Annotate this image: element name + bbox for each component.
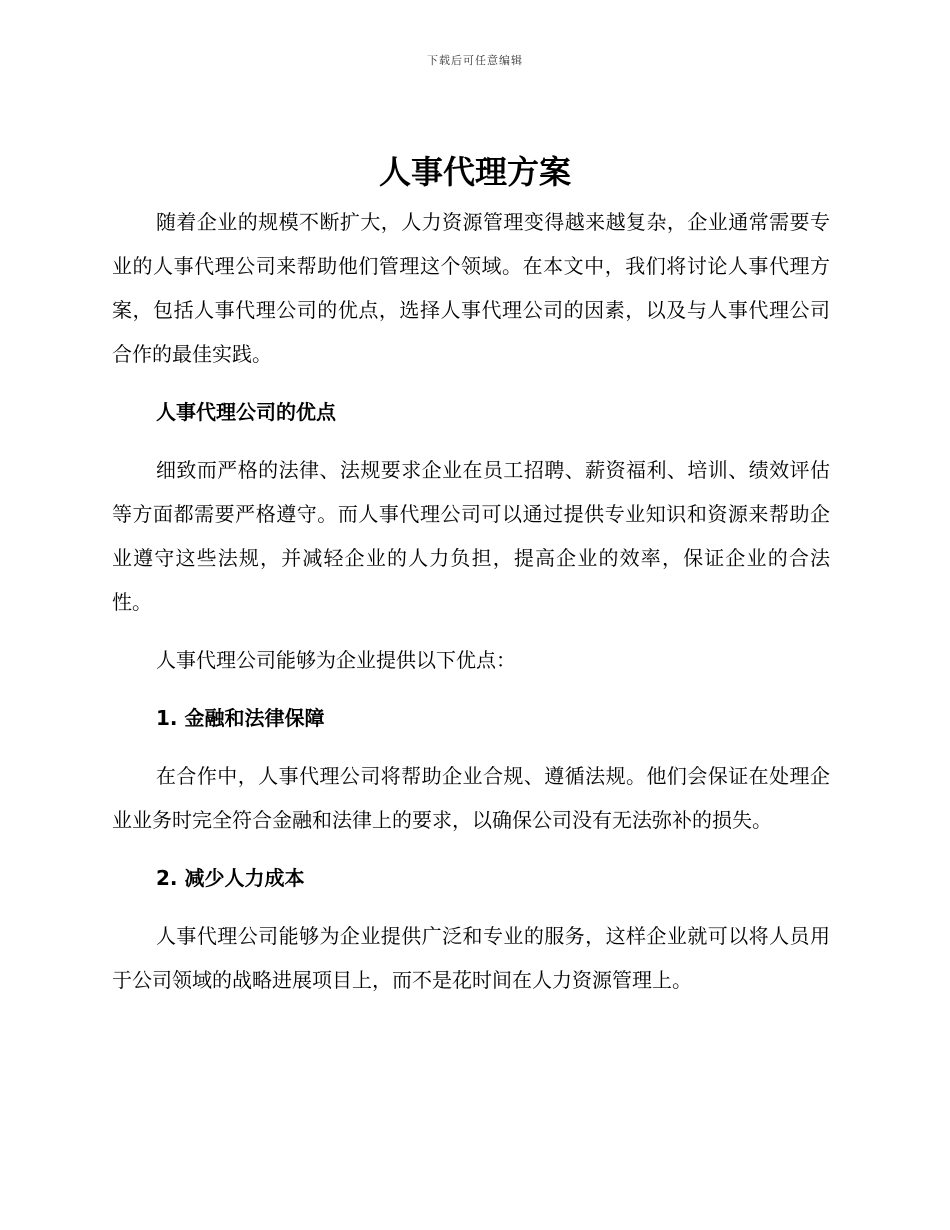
intro-paragraph: 随着企业的规模不断扩大，人力资源管理变得越来越复杂，企业通常需要专业的人事代理公司来帮助他们管理这个领域。在本文中，我们将讨论人事代理方案，包括人事代理公司的优点，选择人事代理公司的因素，以及与人事代理公司合作的最佳实践。 — [112, 210, 830, 366]
point-text-finance-legal: 在合作中，人事代理公司将帮助企业合规、遵循法规。他们会保证在处理企业业务时完全符合金融和法律上的要求，以确保公司没有无法弥补的损失。 — [112, 764, 830, 832]
page-header: 下载后可任意编辑 — [427, 54, 523, 67]
document-body — [112, 200, 830, 1002]
spacer — [112, 624, 830, 638]
advantages-intro-line: 人事代理公司能够为企业提供以下优点： — [156, 648, 516, 672]
point-heading-reduce-cost: 2. 减少人力成本 — [156, 866, 305, 890]
spacer — [112, 682, 830, 696]
point-text-reduce-cost: 人事代理公司能够为企业提供广泛和专业的服务，这样企业就可以将人员用于公司领域的战略进展项目上，而不是花时间在人力资源管理上。 — [112, 924, 830, 992]
spacer — [112, 376, 830, 390]
spacer — [112, 740, 830, 754]
spacer — [112, 842, 830, 856]
document-title: 人事代理方案 — [378, 153, 571, 191]
spacer — [112, 900, 830, 914]
spacer — [112, 434, 830, 448]
point-heading-finance-legal: 1. 金融和法律保障 — [156, 706, 325, 730]
section-heading-advantages: 人事代理公司的优点 — [156, 400, 336, 424]
advantages-paragraph: 细致而严格的法律、法规要求企业在员工招聘、薪资福利、培训、绩效评估等方面都需要严格遵守。而人事代理公司可以通过提供专业知识和资源来帮助企业遵守这些法规，并减轻企业的人力负担，提高企业的效率，保证企业的合法性。 — [112, 458, 830, 614]
